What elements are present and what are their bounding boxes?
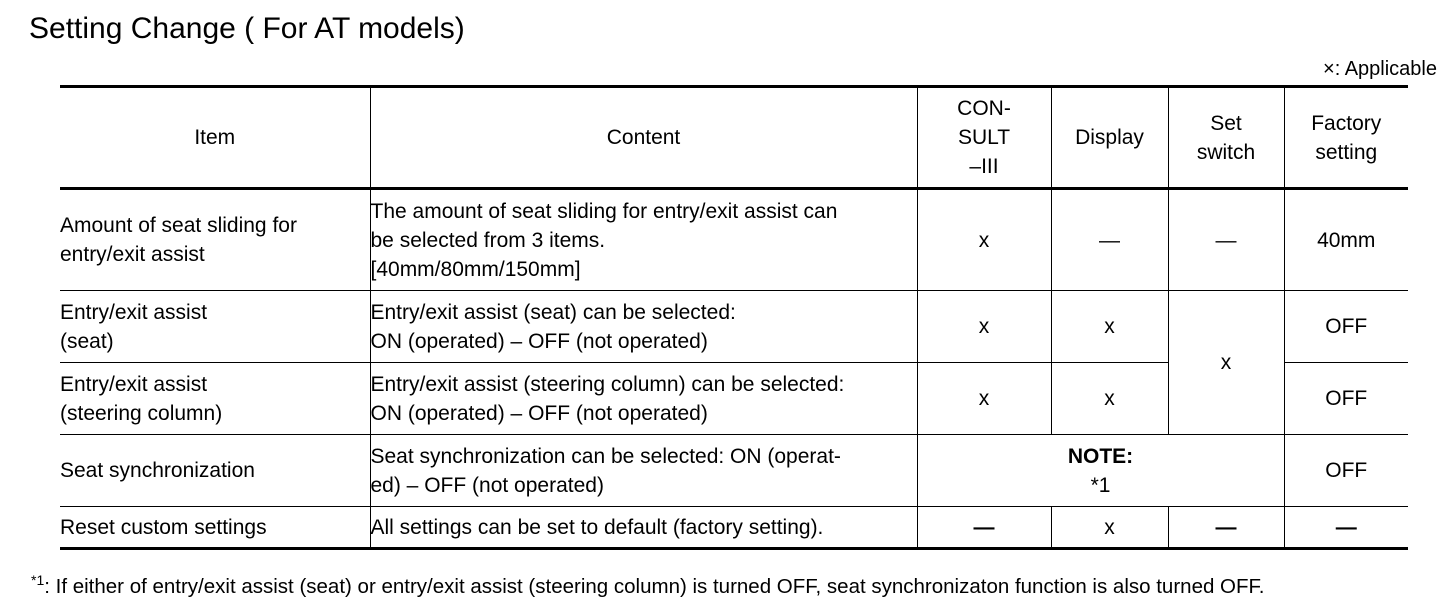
table-row — [60, 291, 1408, 363]
item-text: (steering column) — [60, 401, 223, 425]
header-factory-line2: setting — [1315, 140, 1378, 164]
factory-setting-cell: 40mm — [1284, 189, 1408, 291]
content-cell — [370, 363, 917, 435]
content-text: The amount of seat sliding for entry/exit assist can — [370, 199, 838, 223]
header-content: Content — [370, 87, 917, 189]
set-switch-cell: — — [1168, 507, 1284, 549]
item-text: entry/exit assist — [60, 243, 205, 266]
item-cell — [60, 189, 370, 291]
content-text: Entry/exit assist (seat) can be selected: — [370, 300, 736, 324]
footnote-marker: *1 — [31, 572, 45, 588]
factory-setting-cell: OFF — [1284, 435, 1408, 507]
header-row — [60, 87, 1408, 189]
consult-cell: x — [917, 363, 1051, 435]
content-text: [40mm/80mm/150mm] — [370, 257, 581, 281]
applicable-legend: ×: Applicable — [1323, 58, 1437, 80]
content-cell: All settings can be set to default (factory setting). — [370, 507, 917, 549]
content-cell — [370, 291, 917, 363]
note-cell — [917, 435, 1284, 507]
content-cell — [370, 189, 917, 291]
content-text: Seat synchronization can be selected: ON (operat- — [370, 444, 841, 468]
header-factory-line1: Factory — [1311, 111, 1382, 135]
setting-change-table — [60, 85, 1408, 550]
set-switch-cell: — — [1168, 189, 1284, 291]
factory-setting-cell: OFF — [1284, 363, 1408, 435]
header-set-switch — [1168, 87, 1284, 189]
header-consult-line2: SULT — [957, 126, 1011, 149]
content-text: ed) – OFF (not operated) — [370, 473, 604, 497]
footnote-text: : If either of entry/exit assist (seat) or entry/exit assist (steering column) is turned OFF, seat synchronizaton function is also turned OFF. — [44, 575, 1265, 598]
consult-cell: x — [917, 189, 1051, 291]
header-consult-line3: –III — [969, 155, 999, 178]
display-cell: x — [1051, 291, 1168, 363]
item-text: Entry/exit assist — [60, 372, 208, 396]
content-text: ON (operated) – OFF (not operated) — [370, 329, 708, 353]
note-reference: *1 — [1090, 473, 1111, 497]
consult-cell: — — [917, 507, 1051, 549]
footnote — [31, 565, 1264, 602]
table-row — [60, 435, 1408, 507]
header-set-switch-line1: Set — [1210, 111, 1242, 135]
header-set-switch-line2: switch — [1196, 140, 1256, 164]
content-text: ON (operated) – OFF (not operated) — [370, 401, 708, 425]
note-label: NOTE: — [1067, 444, 1134, 468]
item-cell — [60, 291, 370, 363]
header-display: Display — [1051, 87, 1168, 189]
item-text: Amount of seat sliding for — [60, 214, 297, 237]
content-text: be selected from 3 items. — [370, 228, 606, 252]
display-cell: x — [1051, 507, 1168, 549]
item-text: Entry/exit assist — [60, 300, 208, 324]
consult-cell: x — [917, 291, 1051, 363]
item-cell: Reset custom settings — [60, 507, 370, 549]
display-cell: x — [1051, 363, 1168, 435]
header-consult-line1: CON- — [957, 97, 1011, 120]
header-item: Item — [60, 87, 370, 189]
factory-setting-cell: — — [1284, 507, 1408, 549]
header-factory-setting — [1284, 87, 1408, 189]
item-cell — [60, 363, 370, 435]
table-row — [60, 507, 1408, 549]
display-cell: — — [1051, 189, 1168, 291]
factory-setting-cell: OFF — [1284, 291, 1408, 363]
item-cell: Seat synchronization — [60, 435, 370, 507]
set-switch-cell: x — [1168, 291, 1284, 435]
item-text: (seat) — [60, 329, 114, 353]
content-text: Entry/exit assist (steering column) can be selected: — [370, 372, 845, 396]
table-row — [60, 189, 1408, 291]
page-title: Setting Change ( For AT models) — [29, 12, 465, 45]
content-cell — [370, 435, 917, 507]
header-consult — [917, 87, 1051, 189]
